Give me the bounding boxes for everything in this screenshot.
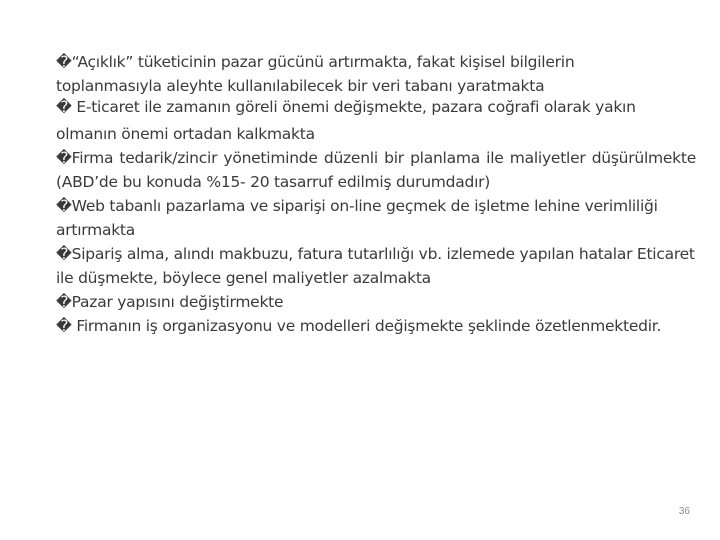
paragraph-6: [56, 290, 696, 314]
slide-body: [56, 50, 696, 338]
paragraph-7-text: Firmanın iş organizasyonu ve modelleri değişmekte şeklinde özetlenmektedir.: [71, 317, 662, 335]
paragraph-3-text: Firma tedarik/zincir yönetiminde düzenli bir planlama ile maliyetler düşürülmekte (ABD’de bu konuda %15- 20 tasarruf edilmiş durumdadır): [56, 149, 696, 191]
paragraph-5: [56, 242, 696, 290]
paragraph-2-line-1: E-ticaret ile zamanın göreli önemi değişmekte, pazara coğrafi olarak yakın: [71, 98, 636, 116]
paragraph-2-line-2: olmanın önemi ortadan kalkmakta: [56, 125, 315, 143]
page-number: 36: [678, 506, 690, 517]
bullet-glyph: �: [56, 98, 72, 116]
bullet-glyph: �: [56, 197, 72, 215]
bullet-glyph: �: [56, 245, 72, 263]
bullet-glyph: �: [56, 53, 72, 71]
paragraph-3: [56, 146, 696, 194]
paragraph-1-line-1: “Açıklık” tüketicinin pazar gücünü artırmakta, fakat kişisel bilgilerin: [71, 53, 575, 71]
paragraph-1: [56, 50, 696, 98]
paragraph-7: [56, 314, 696, 338]
paragraph-2: [56, 98, 696, 117]
paragraph-2-continuation: [56, 122, 696, 146]
bullet-glyph: �: [56, 149, 72, 167]
bullet-glyph: �: [56, 317, 72, 335]
paragraph-1-line-2: toplanmasıyla aleyhte kullanılabilecek bir veri tabanı yaratmakta: [56, 77, 545, 95]
paragraph-4: [56, 194, 696, 242]
paragraph-6-text: Pazar yapısını değiştirmekte: [71, 293, 284, 311]
paragraph-5-text: Sipariş alma, alındı makbuzu, fatura tutarlılığı vb. izlemede yapılan hatalar Eticaret ile düşmekte, böylece genel maliyetler azalmakta: [56, 245, 695, 287]
bullet-glyph: �: [56, 293, 72, 311]
paragraph-4-text: Web tabanlı pazarlama ve siparişi on-line geçmek de işletme lehine verimliliği artırmakta: [56, 197, 658, 239]
